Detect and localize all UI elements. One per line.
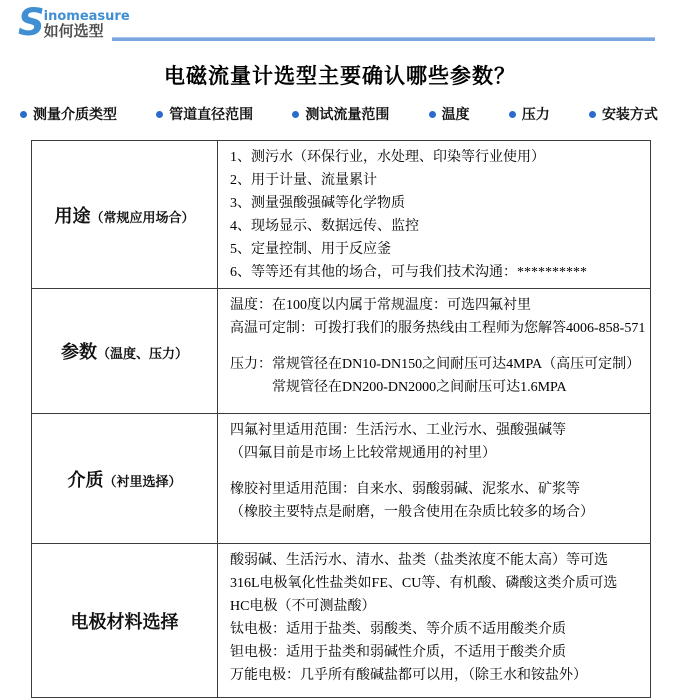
- row-label: [32, 289, 218, 414]
- content-line: 316L电极氧化性盐类如FE、CU等、有机酸、磷酸这类介质可选: [230, 576, 618, 591]
- content-line: 温度：在100度以内属于常规温度：可选四氟衬里: [230, 298, 531, 313]
- content-line: 钛电极：适用于盐类、弱酸类、等介质不适用酸类介质: [230, 622, 566, 637]
- table-row: [32, 544, 651, 698]
- logo-subtitle: 如何选型: [43, 24, 104, 40]
- content-line: 酸弱碱、生活污水、清水、盐类（盐类浓度不能太高）等可选: [230, 553, 608, 568]
- row-label-main: 介质: [67, 469, 104, 490]
- logo-s-icon: S: [18, 1, 43, 44]
- bullet-label: 测量介质类型: [33, 108, 117, 123]
- bullet-label: 安装方式: [601, 108, 658, 123]
- row-content: [218, 289, 651, 414]
- bullet-item: [429, 104, 470, 124]
- row-label-note: （衬里选择）: [103, 473, 182, 489]
- bullet-dot-icon: [509, 111, 516, 118]
- row-label-note: （温度、压力）: [96, 346, 188, 361]
- row-label: [32, 414, 218, 544]
- bullet-dot-icon: [20, 111, 27, 118]
- content-line: 压力：常规管径在DN10-DN150之间耐压可达4MPA（高压可定制）: [230, 357, 641, 372]
- bullet-row: [20, 104, 658, 124]
- content-line: 2、用于计量、流量累计: [230, 173, 377, 188]
- row-label-main: 电极材料选择: [70, 611, 179, 632]
- bullet-dot-icon: [156, 111, 163, 118]
- bullet-dot-icon: [292, 111, 299, 118]
- content-line: 橡胶衬里适用范围：自来水、弱酸弱碱、泥浆水、矿浆等: [230, 482, 580, 497]
- content-line: 4、现场显示、数据远传、监控: [230, 219, 419, 234]
- content-line: 3、测量强酸强碱等化学物质: [230, 196, 405, 211]
- row-content: [218, 141, 651, 289]
- page-title: 电磁流量计选型主要确认哪些参数？: [164, 64, 516, 88]
- bullet-item: [589, 104, 658, 124]
- bullet-item: [20, 104, 117, 124]
- content-line: 万能电极：几乎所有酸碱盐都可以用，（除王水和铵盐外）: [230, 668, 587, 683]
- content-line: 四氟衬里适用范围：生活污水、工业污水、强酸强碱等: [230, 423, 566, 438]
- table-row: [32, 414, 651, 544]
- bullet-item: [509, 104, 550, 124]
- row-content: [218, 544, 651, 698]
- logo: [18, 1, 130, 44]
- header: [0, 0, 680, 46]
- content-line: 5、定量控制、用于反应釜: [230, 242, 391, 257]
- selection-table: [31, 140, 651, 698]
- row-label-main: 用途: [54, 205, 91, 226]
- bullet-item: [292, 104, 389, 124]
- row-label: [32, 544, 218, 698]
- row-label-main: 参数: [60, 342, 97, 362]
- header-divider: [112, 37, 655, 41]
- bullet-label: 管道直径范围: [169, 108, 254, 123]
- bullet-label: 压力: [521, 108, 550, 123]
- row-label-note: （常规应用场合）: [90, 209, 195, 225]
- logo-brand: inomeasure: [43, 9, 130, 24]
- bullet-dot-icon: [429, 111, 436, 118]
- content-line: （四氟目前是市场上比较常规通用的衬里）: [230, 446, 496, 461]
- content-line: 常规管径在DN200-DN2000之间耐压可达1.6MPA: [230, 380, 567, 395]
- content-line: [230, 465, 646, 478]
- content-line: （橡胶主要特点是耐磨，一般含使用在杂质比较多的场合）: [230, 505, 594, 520]
- row-content: [218, 414, 651, 544]
- bullet-dot-icon: [589, 111, 596, 118]
- content-line: HC电极（不可测盐酸）: [230, 599, 376, 614]
- content-line: 1、测污水（环保行业，水处理、印染等行业使用）: [230, 150, 545, 165]
- table-row: [32, 141, 651, 289]
- content-line: 钽电极：适用于盐类和弱碱性介质，不适用于酸类介质: [230, 645, 566, 660]
- content-line: [230, 340, 646, 353]
- row-label: [32, 141, 218, 289]
- table-row: [32, 289, 651, 414]
- content-line: 高温可定制：可拨打我们的服务热线由工程师为您解答4006-858-571: [230, 321, 646, 336]
- content-line: 6、等等还有其他的场合，可与我们技术沟通：**********: [230, 265, 587, 280]
- bullet-label: 温度: [441, 108, 470, 123]
- bullet-label: 测试流量范围: [305, 108, 390, 123]
- bullet-item: [156, 104, 253, 124]
